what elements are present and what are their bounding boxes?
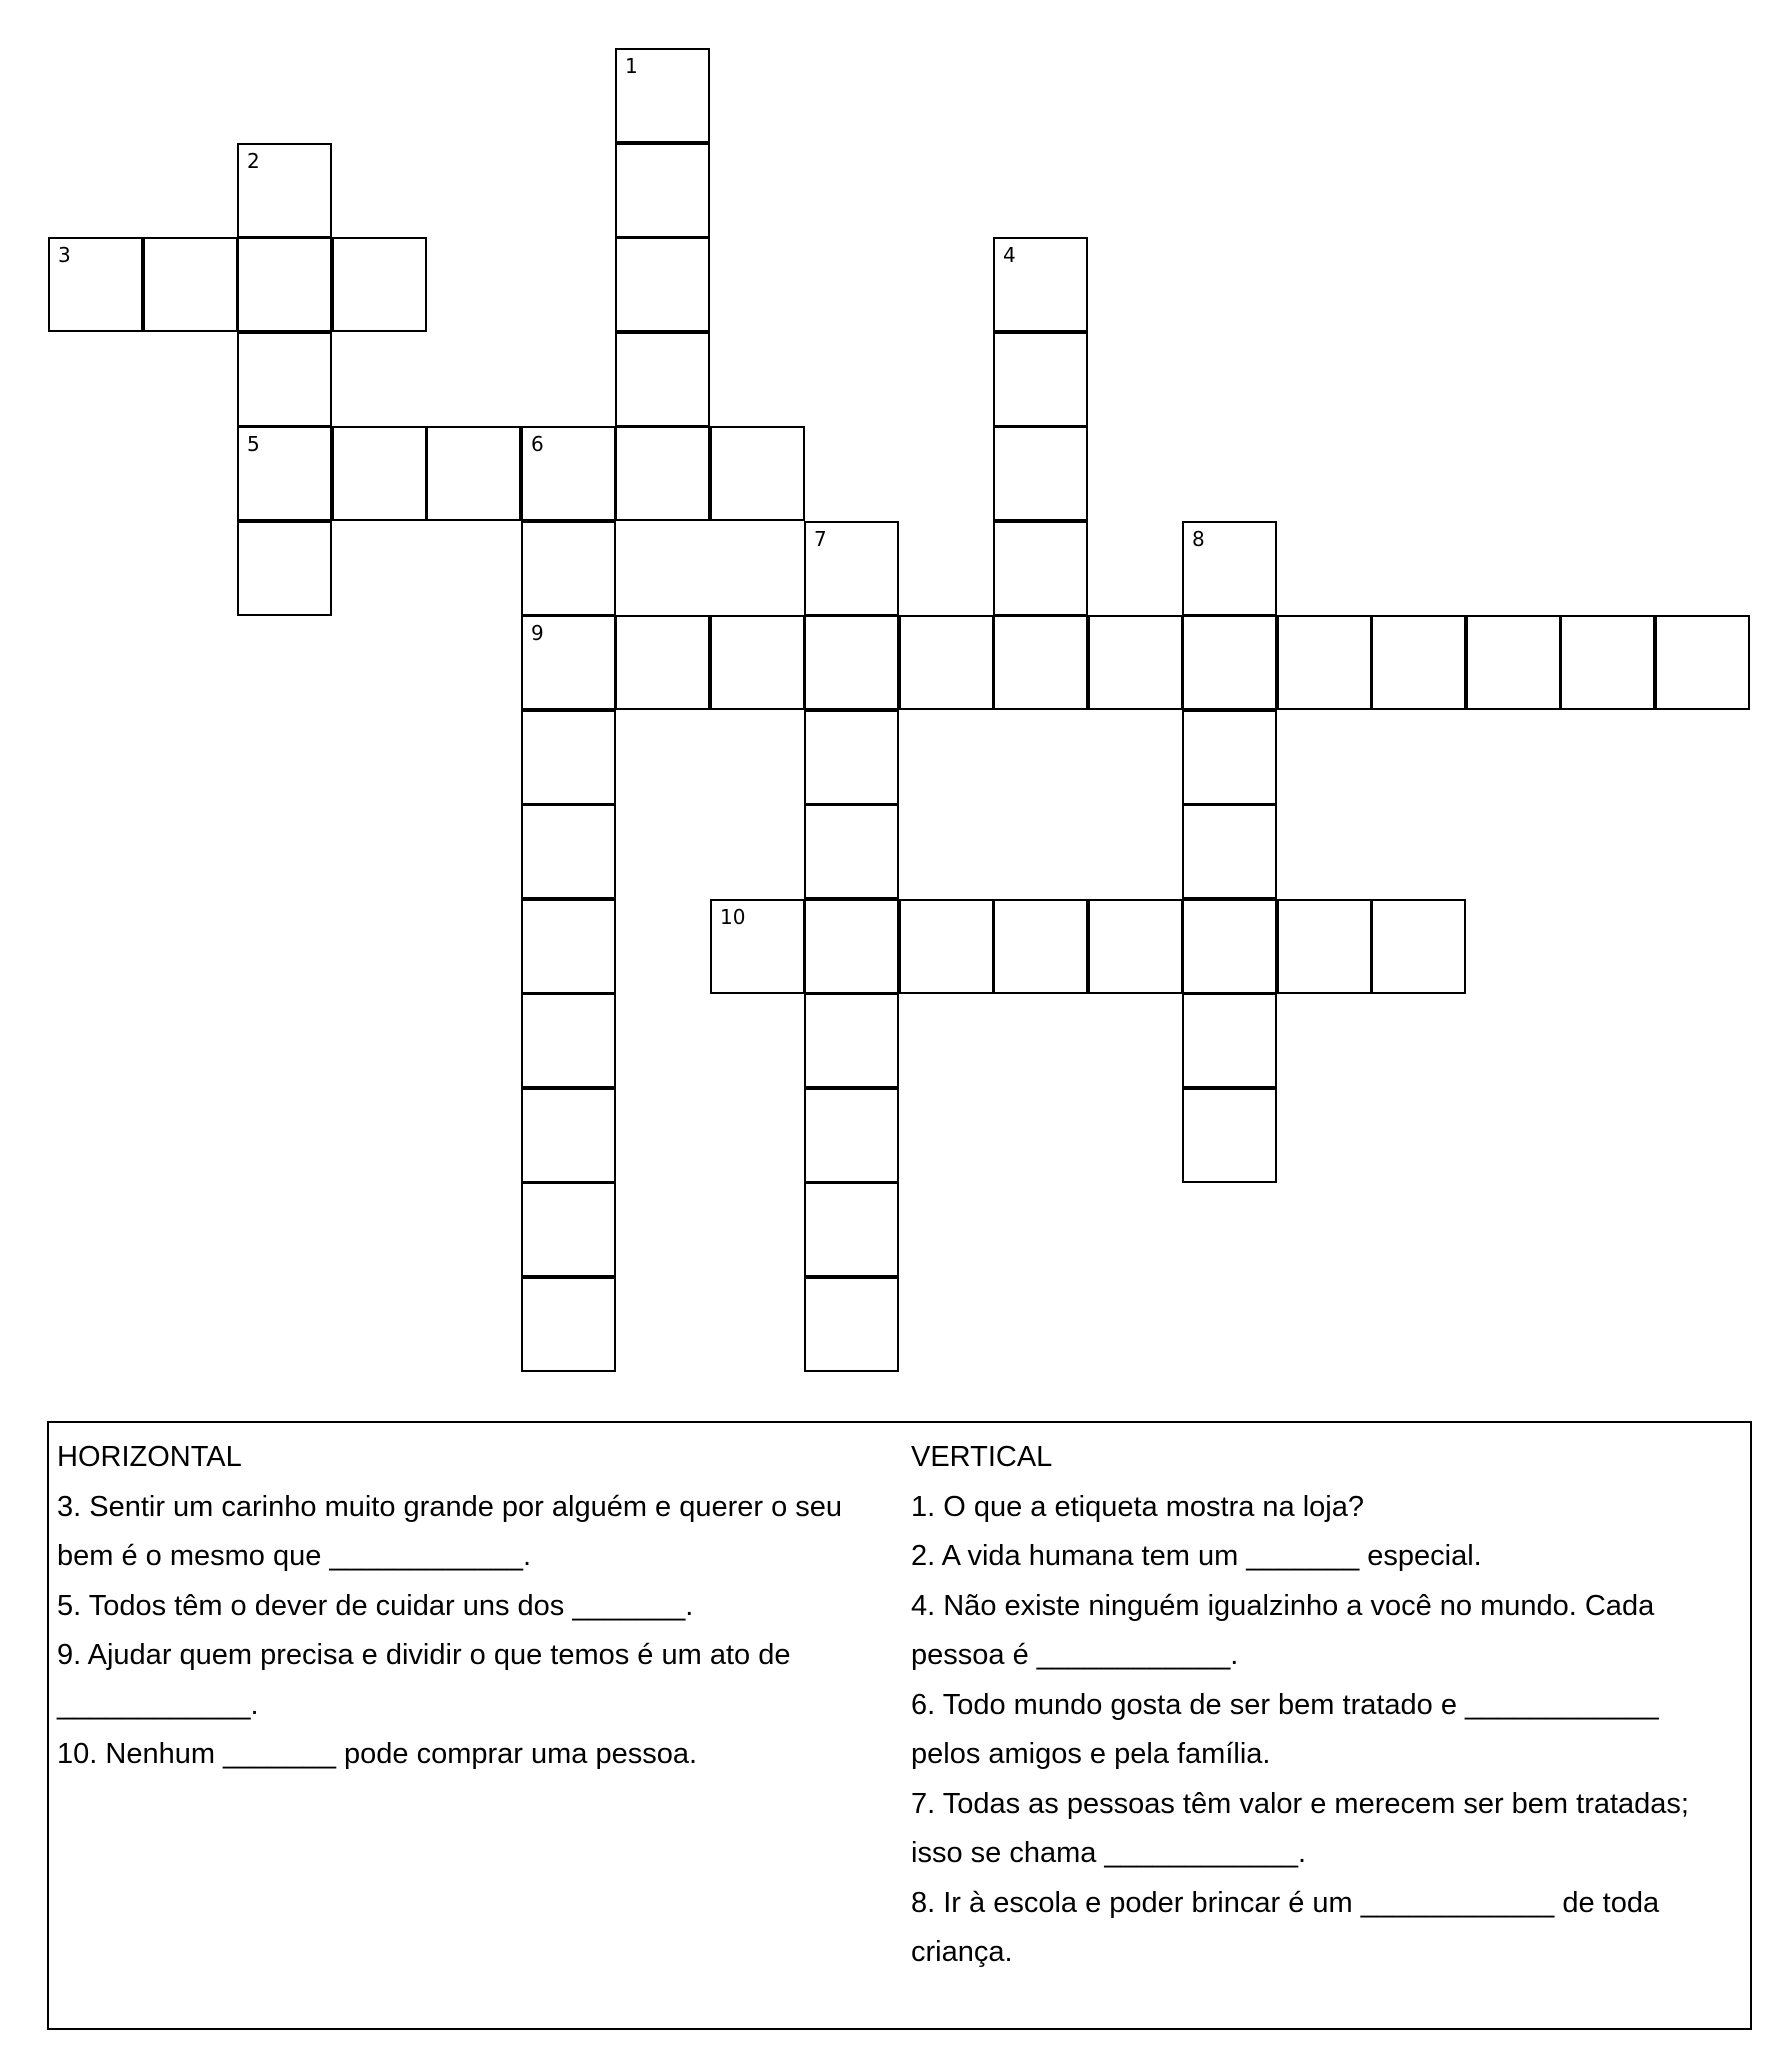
crossword-cell[interactable] <box>332 237 427 332</box>
clue-line: pelos amigos e pela família. <box>911 1738 1271 1770</box>
crossword-cell[interactable] <box>804 615 899 710</box>
crossword-cell[interactable] <box>1088 899 1183 994</box>
crossword-cell[interactable] <box>426 426 521 521</box>
clue-number: 7 <box>814 527 827 551</box>
crossword-cell[interactable] <box>1655 615 1750 710</box>
crossword-cell[interactable] <box>521 993 616 1088</box>
crossword-cell[interactable] <box>1182 1088 1277 1183</box>
crossword-cell[interactable] <box>804 804 899 899</box>
vertical-heading: VERTICAL <box>911 1441 1053 1473</box>
crossword-cell[interactable] <box>521 710 616 805</box>
clue-number: 1 <box>625 54 638 78</box>
crossword-cell[interactable] <box>1182 615 1277 710</box>
crossword-cell[interactable] <box>993 615 1088 710</box>
crossword-cell[interactable] <box>237 332 332 427</box>
clue-line: 9. Ajudar quem precisa e dividir o que temos é um ato de <box>57 1639 791 1671</box>
crossword-cell[interactable] <box>615 426 710 521</box>
crossword-cell[interactable] <box>993 521 1088 616</box>
crossword-cell[interactable] <box>710 899 805 994</box>
crossword-cell[interactable] <box>48 237 143 332</box>
clue-line: 10. Nenhum _______ pode comprar uma pessoa. <box>57 1738 698 1770</box>
clue-line: 7. Todas as pessoas têm valor e merecem ser bem tratadas; <box>911 1787 1689 1820</box>
crossword-cell[interactable] <box>710 426 805 521</box>
crossword-cell[interactable] <box>804 710 899 805</box>
horizontal-clues <box>57 1433 897 1780</box>
clue-number: 6 <box>531 432 544 456</box>
clue-line: pessoa é ____________. <box>911 1639 1239 1671</box>
clue-line: isso se chama ____________. <box>911 1837 1307 1869</box>
crossword-cell[interactable] <box>615 332 710 427</box>
clue-line: criança. <box>911 1936 1013 1968</box>
crossword-cell[interactable] <box>521 615 616 710</box>
crossword-cell[interactable] <box>521 804 616 899</box>
vertical-clues <box>911 1433 1741 1978</box>
crossword-cell[interactable] <box>615 237 710 332</box>
crossword-cell[interactable] <box>521 426 616 521</box>
clue-line: ____________. <box>57 1688 259 1721</box>
crossword-cell[interactable] <box>521 899 616 994</box>
crossword-cell[interactable] <box>1182 710 1277 805</box>
crossword-cell[interactable] <box>1182 804 1277 899</box>
crossword-cell[interactable] <box>237 237 332 332</box>
crossword-cell[interactable] <box>615 48 710 143</box>
clue-line: 8. Ir à escola e poder brincar é um ____________ de toda <box>911 1886 1660 1919</box>
crossword-cell[interactable] <box>521 1088 616 1183</box>
clue-line: 3. Sentir um carinho muito grande por alguém e querer o seu <box>57 1490 843 1523</box>
crossword-cell[interactable] <box>237 143 332 238</box>
crossword-cell[interactable] <box>1277 899 1372 994</box>
crossword-cell[interactable] <box>615 143 710 238</box>
crossword-cell[interactable] <box>804 521 899 616</box>
clue-number: 5 <box>247 432 260 456</box>
crossword-cell[interactable] <box>1277 615 1372 710</box>
crossword-cell[interactable] <box>332 426 427 521</box>
crossword-cell[interactable] <box>1182 521 1277 616</box>
clue-number: 8 <box>1192 527 1205 551</box>
crossword-cell[interactable] <box>1182 899 1277 994</box>
crossword-cell[interactable] <box>1371 899 1466 994</box>
clue-line: 4. Não existe ninguém igualzinho a você no mundo. Cada <box>911 1589 1655 1622</box>
crossword-cell[interactable] <box>899 615 994 710</box>
crossword-cell[interactable] <box>237 521 332 616</box>
crossword-cell[interactable] <box>993 426 1088 521</box>
crossword-cell[interactable] <box>804 1277 899 1372</box>
clue-number: 9 <box>531 621 544 645</box>
crossword-cell[interactable] <box>237 426 332 521</box>
crossword-cell[interactable] <box>521 521 616 616</box>
crossword-cell[interactable] <box>521 1277 616 1372</box>
crossword-cell[interactable] <box>1088 615 1183 710</box>
crossword-cell[interactable] <box>521 1182 616 1277</box>
crossword-cell[interactable] <box>615 615 710 710</box>
crossword-cell[interactable] <box>804 993 899 1088</box>
crossword-cell[interactable] <box>143 237 238 332</box>
clue-line: 6. Todo mundo gosta de ser bem tratado e ____________ <box>911 1688 1659 1721</box>
clue-number: 4 <box>1003 243 1016 267</box>
crossword-cell[interactable] <box>804 1182 899 1277</box>
crossword-cell[interactable] <box>804 899 899 994</box>
crossword-cell[interactable] <box>1182 993 1277 1088</box>
crossword-cell[interactable] <box>804 1088 899 1183</box>
crossword-cell[interactable] <box>1466 615 1561 710</box>
clue-line: 5. Todos têm o dever de cuidar uns dos _______. <box>57 1589 694 1622</box>
horizontal-heading: HORIZONTAL <box>57 1441 242 1473</box>
clue-line: 2. A vida humana tem um _______ especial. <box>911 1540 1482 1572</box>
crossword-cell[interactable] <box>710 615 805 710</box>
clue-number: 10 <box>720 905 746 929</box>
crossword-cell[interactable] <box>899 899 994 994</box>
crossword-cell[interactable] <box>993 899 1088 994</box>
clue-number: 3 <box>58 243 71 267</box>
crossword-cell[interactable] <box>1560 615 1655 710</box>
crossword-cell[interactable] <box>993 237 1088 332</box>
crossword-cell[interactable] <box>993 332 1088 427</box>
clue-line: bem é o mesmo que ____________. <box>57 1540 532 1572</box>
clue-number: 2 <box>247 149 260 173</box>
clue-line: 1. O que a etiqueta mostra na loja? <box>911 1490 1365 1523</box>
clues-box <box>47 1421 1752 2030</box>
crossword-cell[interactable] <box>1371 615 1466 710</box>
